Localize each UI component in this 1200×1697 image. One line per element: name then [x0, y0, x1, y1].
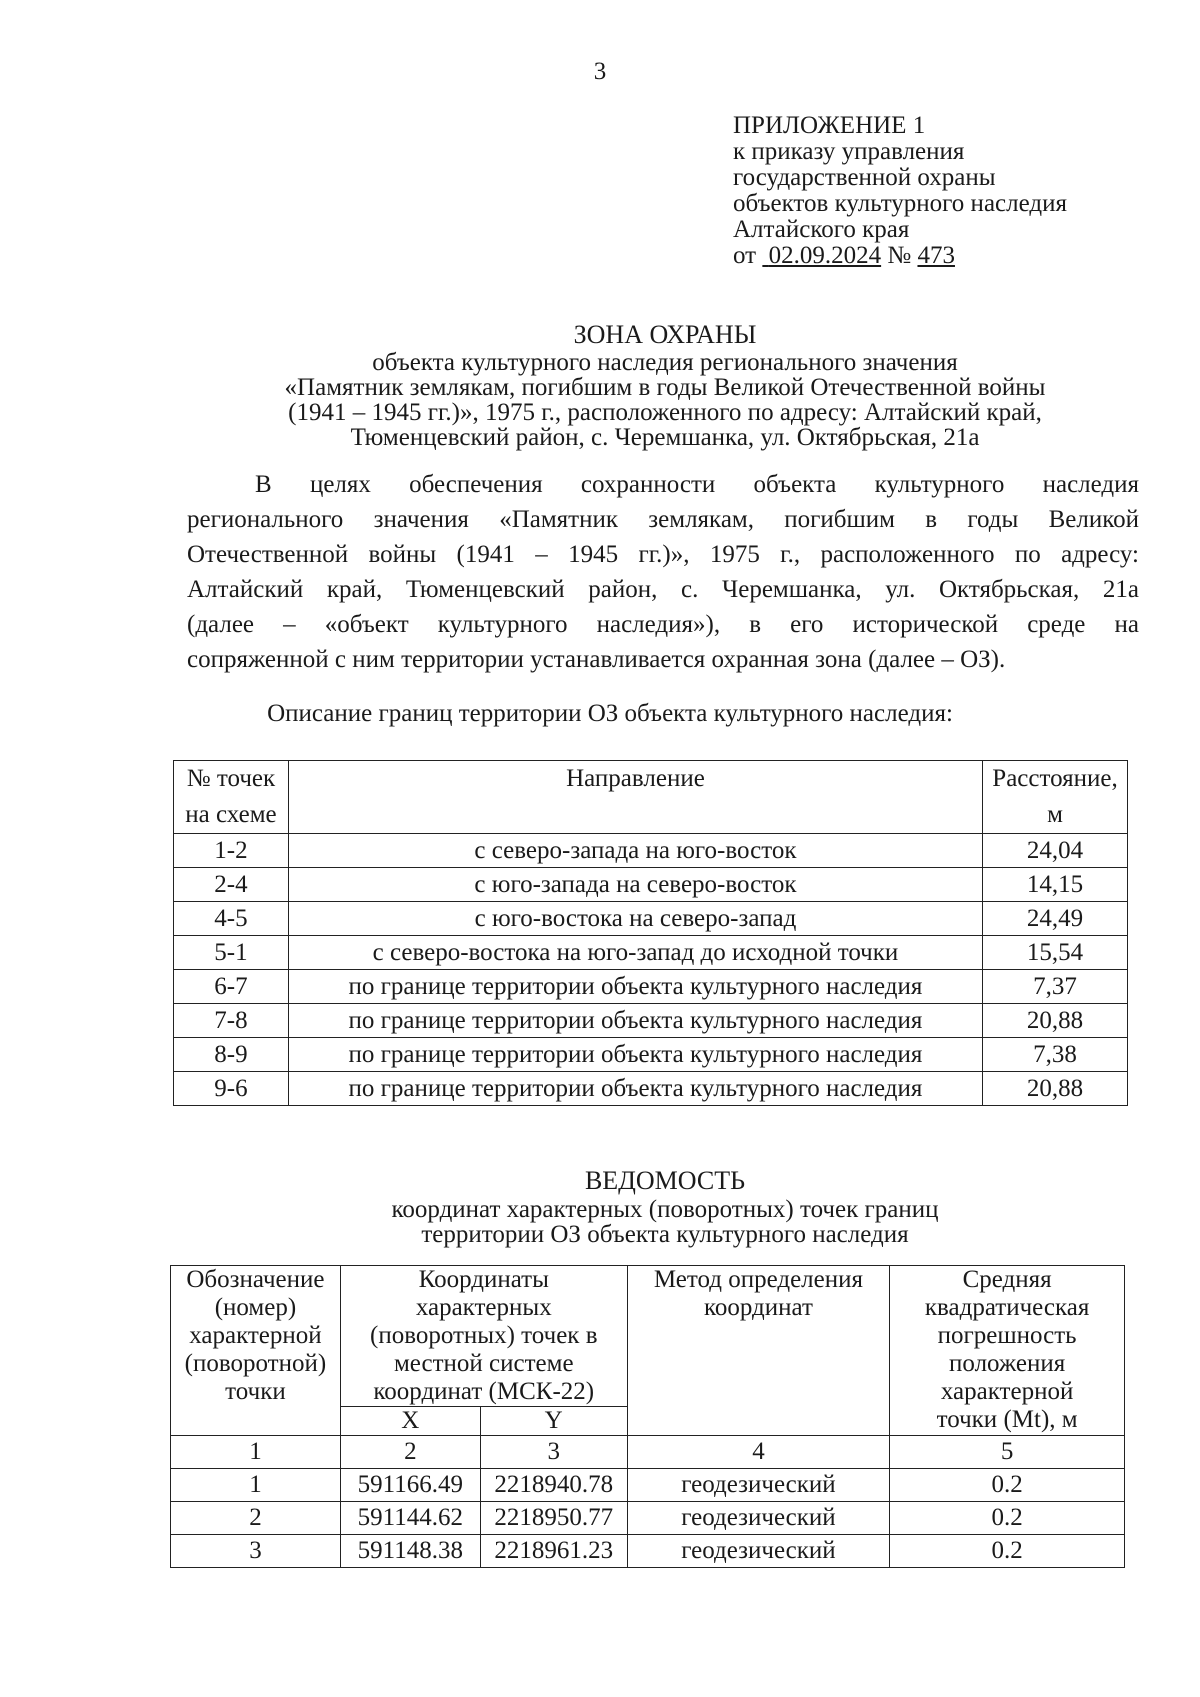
header-distance: Расстояние, м — [983, 761, 1128, 834]
appendix-title: ПРИЛОЖЕНИЕ 1 — [733, 112, 926, 139]
appendix-line: Алтайского края — [733, 216, 910, 243]
appendix-line: государственной охраны — [733, 164, 996, 191]
table-row: 7-8 по границе территории объекта культурного наследия 20,88 — [174, 1004, 1128, 1038]
table-row: 5-1 с северо-востока на юго-запад до исходной точки 15,54 — [174, 936, 1128, 970]
column-number-row: 1 2 3 4 5 — [171, 1436, 1125, 1469]
appendix-block — [733, 113, 1067, 269]
table-row: 4-5 с юго-востока на северо-запад 24,49 — [174, 902, 1128, 936]
order-number: 473 — [917, 242, 955, 269]
order-date: 02.09.2024 — [768, 242, 882, 269]
appendix-line: к приказу управления — [733, 138, 965, 165]
table-row: 1 591166.49 2218940.78 геодезический 0.2 — [171, 1469, 1125, 1502]
page-number: 3 — [593, 58, 607, 85]
order-date-line — [733, 243, 1067, 269]
boundary-table — [173, 760, 1128, 1106]
header-points: № точек на схеме — [174, 761, 289, 834]
header-direction: Направление — [288, 761, 982, 834]
table-row: 9-6 по границе территории объекта культурного наследия 20,88 — [174, 1072, 1128, 1106]
table-row: 3 591148.38 2218961.23 геодезический 0.2 — [171, 1535, 1125, 1568]
table-row: 1-2 с северо-запада на юго-восток 24,04 — [174, 834, 1128, 868]
table-header-row — [171, 1266, 1125, 1407]
zone-heading: ЗОНА ОХРАНЫ — [573, 320, 757, 349]
table-row: 8-9 по границе территории объекта культурного наследия 7,38 — [174, 1038, 1128, 1072]
table-row: 2-4 с юго-запада на северо-восток 14,15 — [174, 868, 1128, 902]
number-prefix: № — [887, 242, 912, 269]
boundary-table-caption: Описание границ территории ОЗ объекта культурного наследия: — [267, 700, 953, 727]
header-error: Средняя квадратическая погрешность положения характерной точки (Mt), м — [890, 1266, 1125, 1436]
date-prefix: от — [733, 242, 757, 269]
header-y: Y — [480, 1407, 627, 1436]
table-header-row — [174, 761, 1128, 834]
statement-heading: ВЕДОМОСТЬ — [584, 1166, 746, 1195]
header-x: X — [340, 1407, 480, 1436]
table-row: 2 591144.62 2218950.77 геодезический 0.2 — [171, 1502, 1125, 1535]
zone-subtitle: объекта культурного наследия регионального значения «Памятник землякам, погибшим в годы Великой Отечественной войны (1941 – 1945 гг.)», 1975 г., расположенного по адресу: Алтайский край, Тюменцевский район, с. Черемшанка, ул. Октябрьская, 21а — [284, 349, 1046, 451]
header-coordinates: Координаты характерных (поворотных) точек в местной системе координат (МСК-22) — [340, 1266, 627, 1407]
header-method: Метод определения координат — [627, 1266, 890, 1436]
appendix-line: объектов культурного наследия — [733, 190, 1067, 217]
header-designation: Обозначение (номер) характерной (поворотной) точки — [171, 1266, 341, 1436]
statement-subtitle: координат характерных (поворотных) точек границ территории ОЗ объекта культурного наследия — [391, 1196, 939, 1248]
coordinates-table — [170, 1265, 1125, 1568]
table-row: 6-7 по границе территории объекта культурного наследия 7,37 — [174, 970, 1128, 1004]
intro-paragraph: В целях обеспечения сохранности объекта культурного наследия регионального значения «Памятник землякам, погибшим в годы Великой Отечественной войны (1941 – 1945 гг.)», 1975 г., расположенного по адресу: Алтайский край, Тюменцевский район, с. Черемшанка, ул. Октябрьская, 21а (далее – «объект культурного наследия»), в его исторической среде на сопряженной с ним территории устанавливается охранная зона (далее – ОЗ). — [187, 471, 1139, 673]
